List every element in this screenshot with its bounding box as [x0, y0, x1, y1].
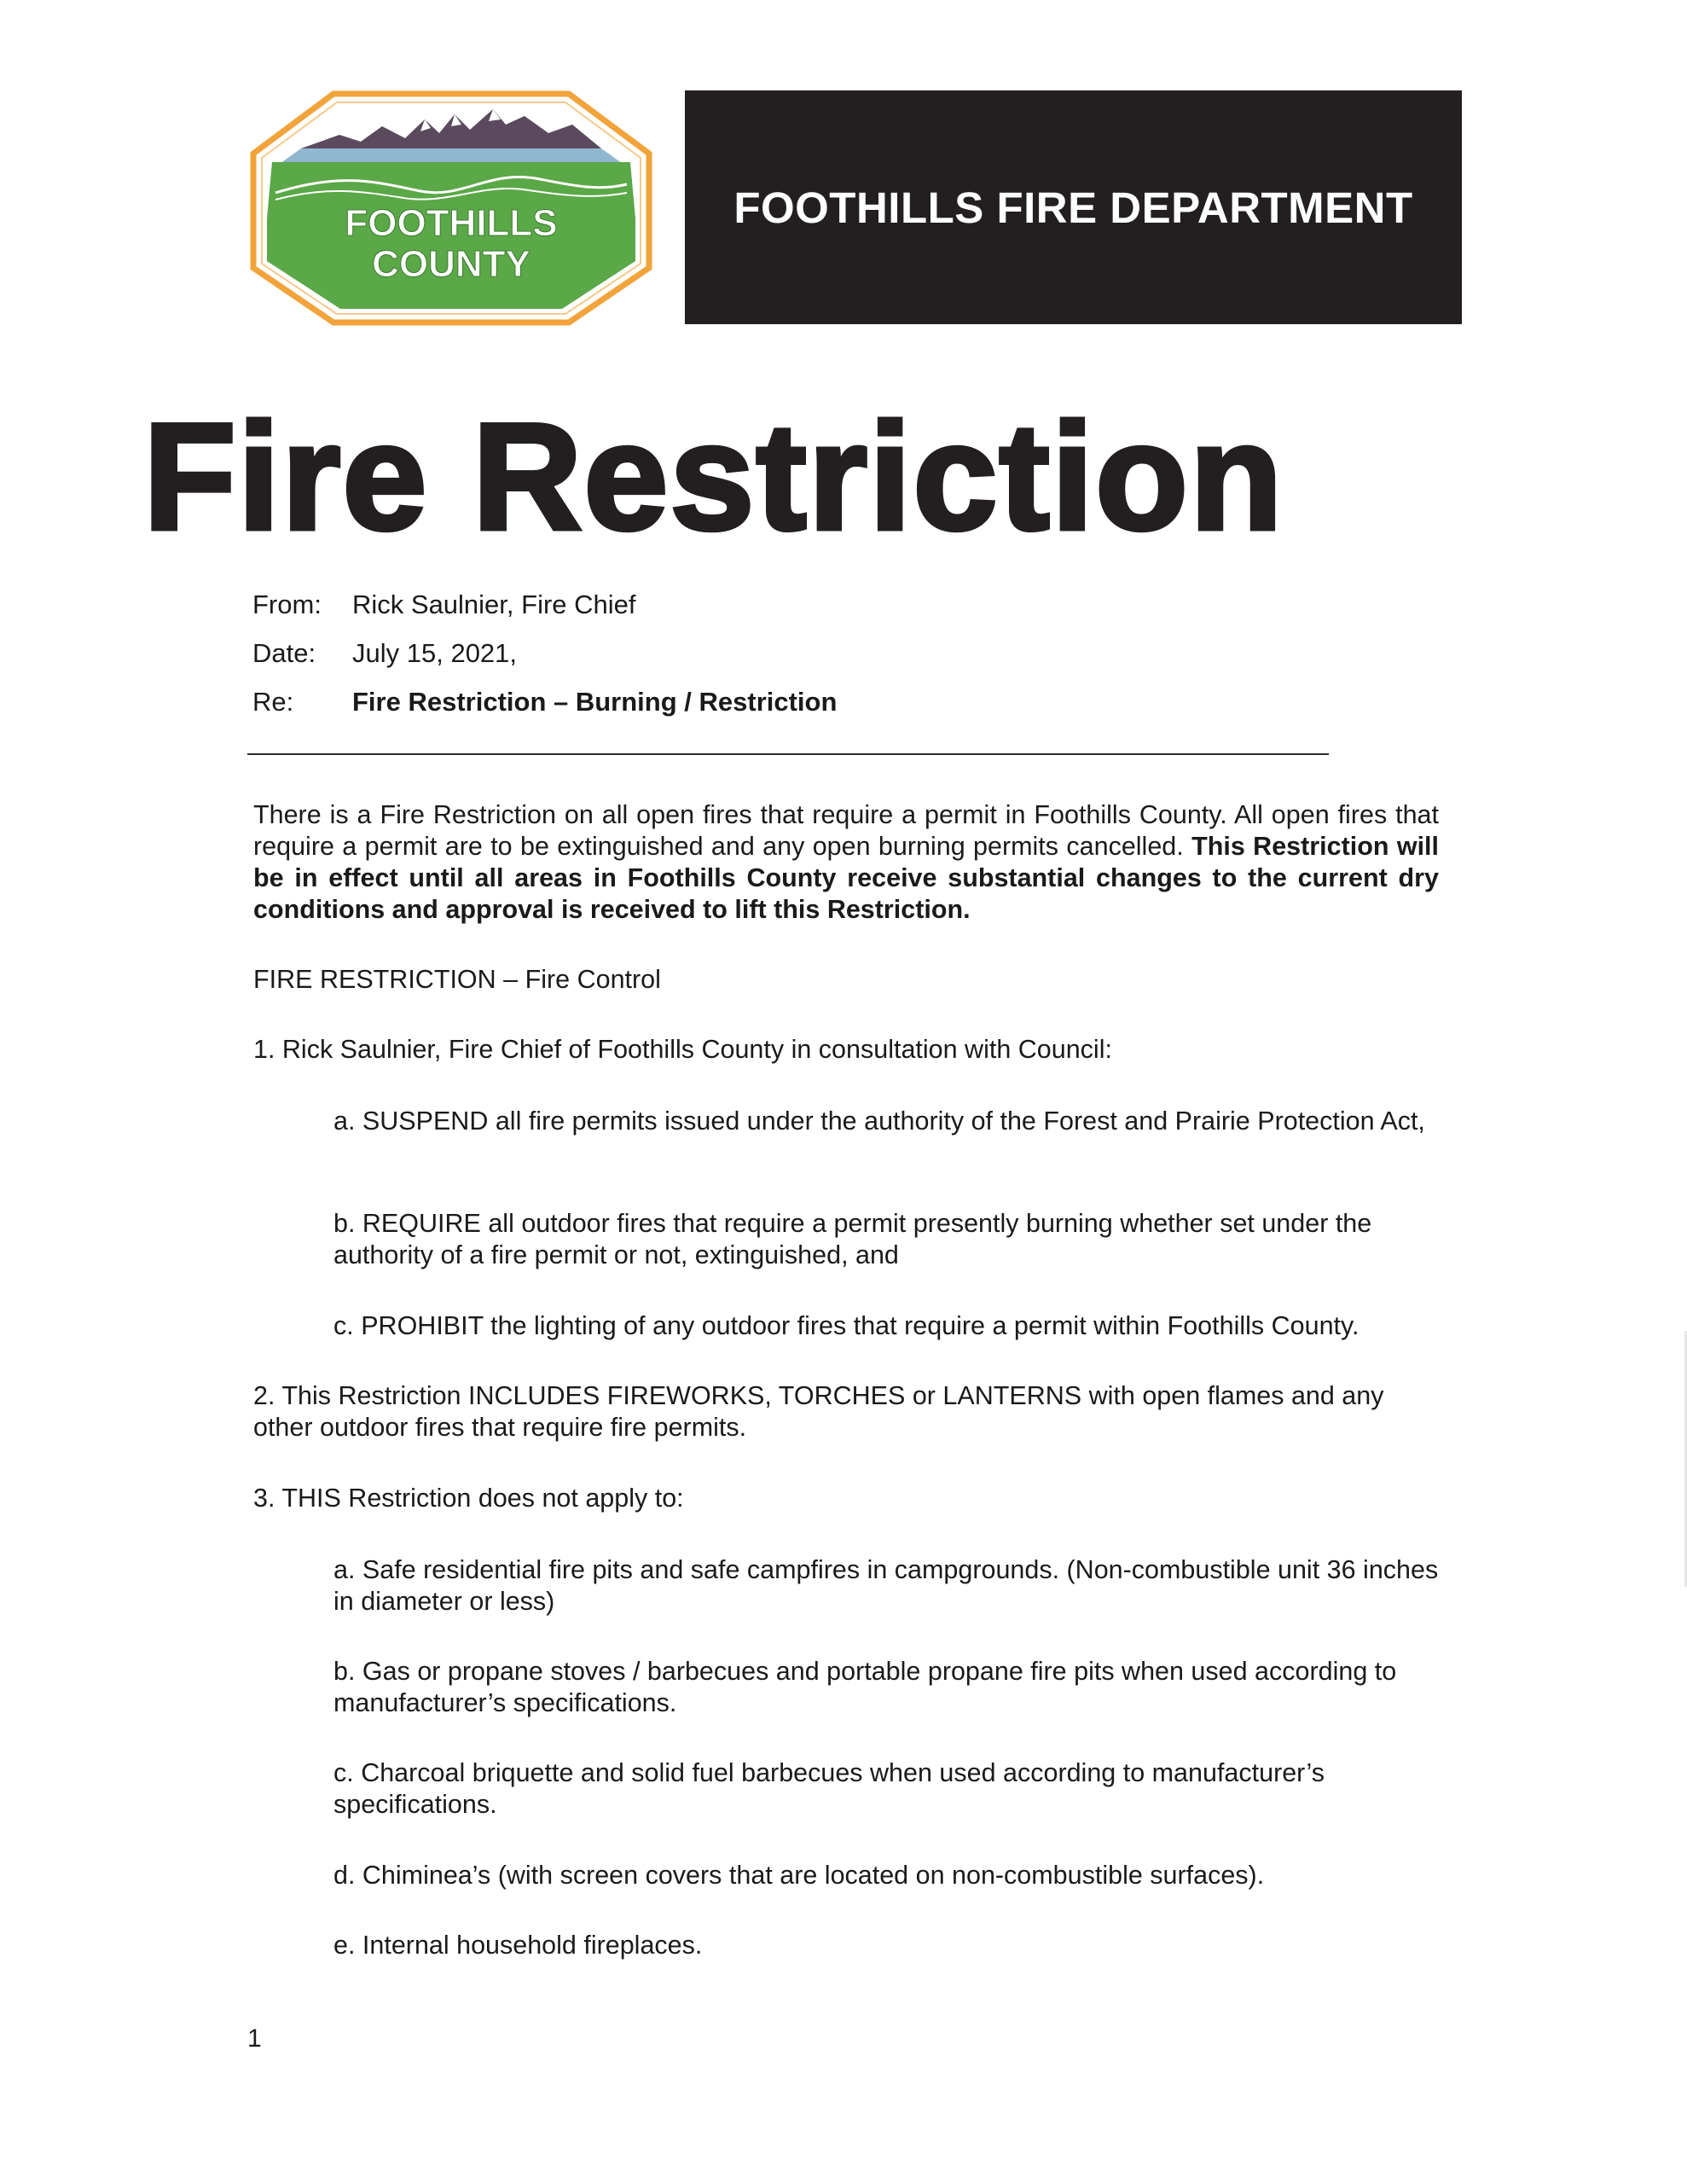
- item-3c: c. Charcoal briquette and solid fuel barbecues when used according to manufacturer’s specifications.: [333, 1758, 1325, 1819]
- logo-line1: FOOTHILLS: [345, 202, 558, 244]
- memo-header: [252, 580, 837, 726]
- header-divider: [247, 753, 1329, 755]
- memo-from-value: Rick Saulnier, Fire Chief: [352, 590, 636, 619]
- item-3b: b. Gas or propane stoves / barbecues and portable propane fire pits when used according to manufacturer’s specifications.: [333, 1657, 1397, 1717]
- item-3e: e. Internal household fireplaces.: [333, 1931, 703, 1960]
- memo-from-label: From:: [252, 590, 322, 619]
- item-1a: a. SUSPEND all fire permits issued under the authority of the Forest and Prairie Protection Act,: [333, 1107, 1425, 1136]
- section-title: FIRE RESTRICTION – Fire Control: [253, 965, 661, 994]
- memo-date-row: [252, 629, 837, 677]
- page-title: Fire Restriction: [143, 392, 1284, 561]
- memo-date-value: July 15, 2021,: [352, 638, 518, 668]
- department-title: FOOTHILLS FIRE DEPARTMENT: [733, 183, 1413, 232]
- memo-re-row: [252, 677, 837, 726]
- item-3: 3. THIS Restriction does not apply to:: [253, 1484, 684, 1513]
- memo-re-value: Fire Restriction – Burning / Restriction: [352, 687, 838, 717]
- page-number: 1: [247, 2024, 262, 2053]
- item-3d: d. Chiminea’s (with screen covers that are located on non-combustible surfaces).: [333, 1861, 1265, 1890]
- intro-bold: This Restriction will be in effect until all areas in Foothills County receive substantial changes to the current dry conditions and approval is received to lift this Restriction.: [253, 832, 1439, 924]
- item-3a: a. Safe residential fire pits and safe campfires in campgrounds. (Non-combustible unit 36 inches in diameter or less): [333, 1555, 1439, 1616]
- memo-from-row: [252, 580, 837, 629]
- memo-re-label: Re:: [252, 687, 294, 717]
- intro-paragraph: [253, 799, 1439, 926]
- intro-plain: There is a Fire Restriction on all open fires that require a permit in Foothills County. All open fires that require a permit are to be extinguished and any open burning permits cancelled.: [253, 800, 1439, 861]
- department-banner: [685, 90, 1462, 324]
- memo-date-label: Date:: [252, 638, 316, 668]
- item-1c: c. PROHIBIT the lighting of any outdoor fires that require a permit within Foothills County.: [333, 1311, 1359, 1340]
- item-2: 2. This Restriction INCLUDES FIREWORKS, TORCHES or LANTERNS with open flames and any other outdoor fires that require fire permits.: [253, 1381, 1384, 1442]
- item-1: 1. Rick Saulnier, Fire Chief of Foothills County in consultation with Council:: [253, 1035, 1112, 1064]
- logo-line2: COUNTY: [372, 243, 530, 285]
- item-1b: b. REQUIRE all outdoor fires that require a permit presently burning whether set under the authority of a fire permit or not, extinguished, and: [333, 1209, 1372, 1269]
- foothills-county-logo: [250, 90, 652, 326]
